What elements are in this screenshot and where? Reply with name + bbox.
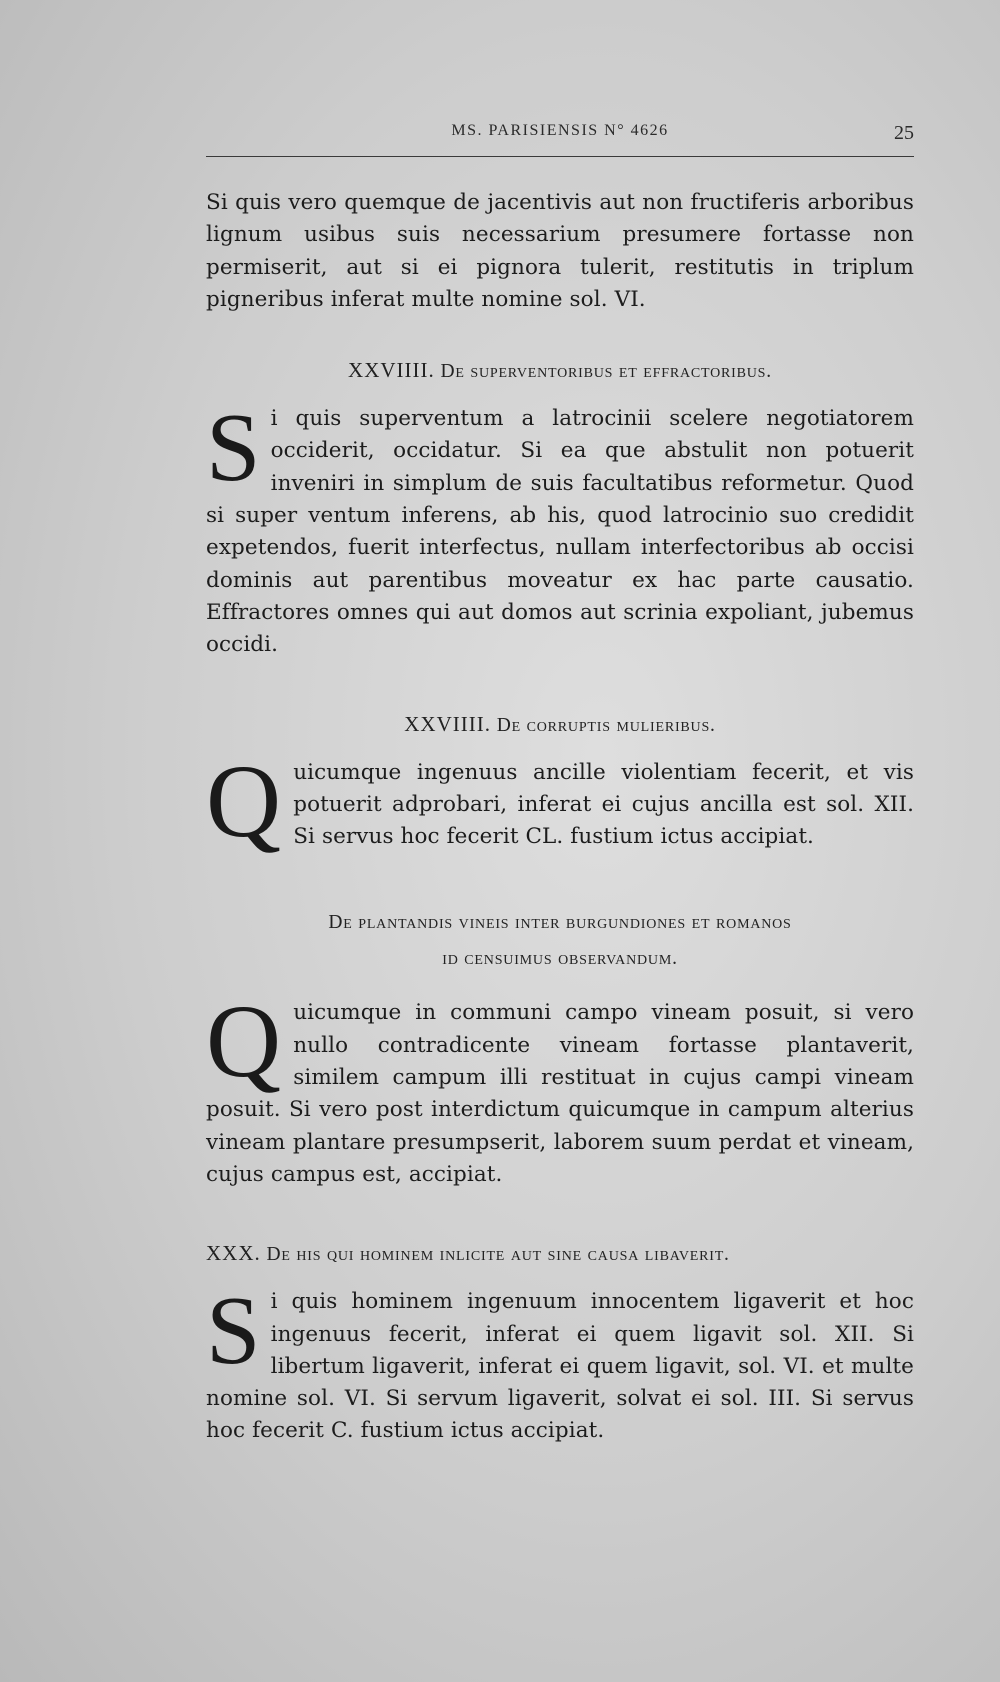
header-rule [206,156,914,157]
section-title: De superventoribus et effractoribus. [440,361,772,383]
section-number: XXVIIII. [348,358,435,383]
drop-cap: Q [206,984,282,1100]
section-text: i quis hominem ingenuum innocentem ligaverit et hoc ingenuus fecerit, inferat ei quem ligavit sol. XII. Si libertum ligaverit, inferat ei quem ligavit, sol. VI. et multe nomine sol. VI. Si servum ligaverit, solvat ei sol. III. Si servus hoc fecerit C. fustium ictus accipiat. [206,1289,914,1444]
section-text: i quis superventum a latrocinii scelere negotiatorem occiderit, occidatur. Si ea que abstulit non potuerit inveniri in simplum de suis facultatibus reformetur. Quod si super ventum inferens, ab his, quod latrocinio suo credidit expetendos, fuerit interfectus, nullam interfectoribus ab occisi dominis aut parentibus moveatur ex hac parte causatio. Effractores omnes qui aut domos aut scrinia expoliant, jubemus occidi. [206,406,914,658]
drop-cap: Q [206,743,282,859]
section-heading-vineis [206,905,914,977]
page-number: 25 [894,122,914,144]
section-heading-xxviiii-a [206,358,914,383]
section-title-line-2: id censuimus observandum. [442,948,678,970]
section-paragraph [206,1277,914,1447]
section-title-line-1: De plantandis vineis inter burgundiones et romanos [328,912,792,934]
section-number: XXVIIII. [404,711,491,736]
section-text: uicumque in communi campo vineam posuit, si vero nullo contradicente vineam fortasse plantaverit, similem campum illi restituat in cujus campi vineam posuit. Si vero post interdictum quicumque in campum alterius vineam plantare presumpserit, laborem suum perdat et vineam, cujus campus est, accipiat. [206,1000,914,1187]
paragraph-continued: Si quis vero quemque de jacentivis aut non fructiferis arboribus lignum usibus suis necessarium presumere fortasse non permiserit, aut si ei pignora tulerit, restitutis in triplum pigneribus inferat multe nomine sol. VI. [206,190,914,312]
section-title: De corruptis mulieribus. [496,714,716,736]
section-paragraph [206,743,914,859]
section-heading-xxx [206,1241,914,1266]
drop-cap: S [206,394,261,503]
section-number: XXX. [206,1241,261,1266]
running-title: MS. PARISIENSIS N° 4626 [451,122,669,139]
drop-cap: S [206,1277,261,1386]
section-paragraph [206,394,914,661]
page [206,118,914,1448]
section-paragraph [206,984,914,1191]
section-heading-xxviiii-b [206,712,914,737]
section-title: De his qui hominem inlicite aut sine causa libaverit. [266,1244,730,1266]
section-text: uicumque ingenuus ancille violentiam fecerit, et vis potuerit adprobari, inferat ei cujus ancilla est sol. XII. Si servus hoc fecerit CL. fustium ictus accipiat. [293,759,914,850]
running-head [206,118,914,148]
